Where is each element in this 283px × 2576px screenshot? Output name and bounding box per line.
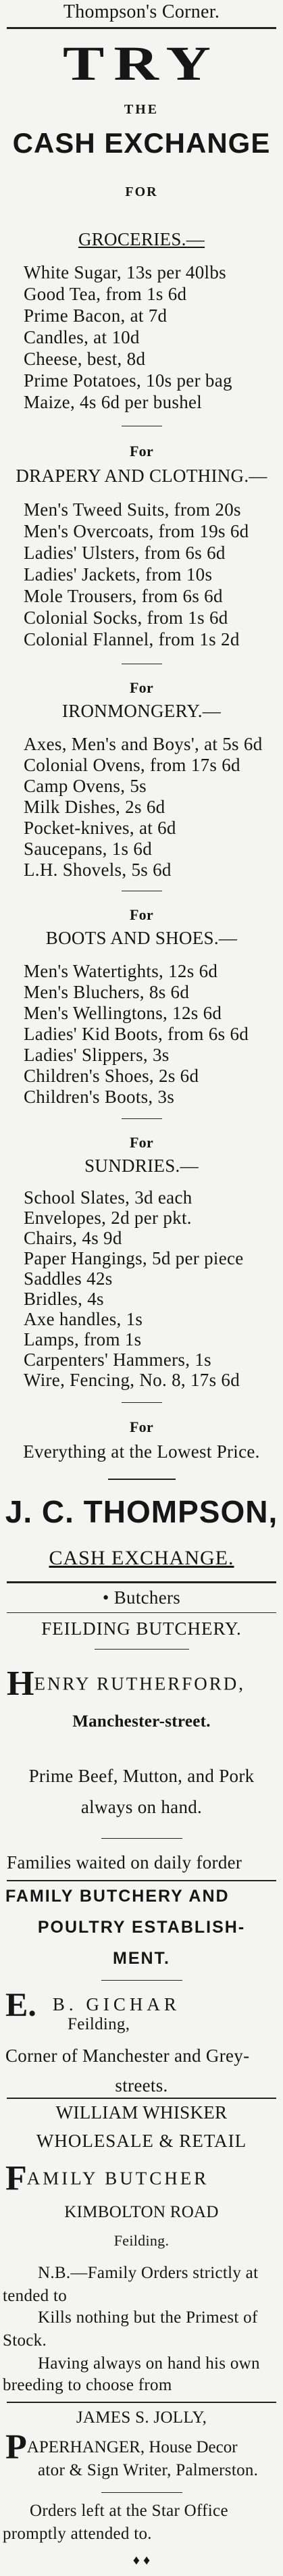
butchers-title-text: Butchers xyxy=(113,1587,181,1608)
ironmongery-list xyxy=(24,734,283,881)
whisker-headline-rest: AMILY BUTCHER xyxy=(26,2168,209,2189)
gichar-address2: streets. xyxy=(115,2075,168,2096)
jolly-orders1: Orders left at the Star Office xyxy=(30,2502,228,2520)
gichar-address1: Corner of Manchester and Grey- xyxy=(5,2046,250,2066)
separator xyxy=(122,1118,162,1119)
list-item: Maize, 4s 6d per bushel xyxy=(24,392,203,412)
ornament-mark: ♦ ♦ xyxy=(132,2553,151,2568)
whisker-note2: tended to xyxy=(3,2287,68,2305)
section-rule xyxy=(7,1880,276,1881)
list-item: Saddles 42s xyxy=(24,1268,113,1289)
whisker-name: WILLIAM WHISKER xyxy=(55,2102,228,2123)
boots-list xyxy=(24,961,283,1108)
section-rule xyxy=(7,2098,276,2099)
list-item: Ladies' Kid Boots, from 6s 6d xyxy=(24,1024,249,1044)
list-item: Children's Shoes, 2s 6d xyxy=(24,1066,199,1086)
boots-heading: BOOTS AND SHOES.— xyxy=(45,928,238,948)
sundries-list xyxy=(24,1187,283,1390)
business-name: CASH EXCHANGE. xyxy=(49,1547,234,1569)
list-item: White Sugar, 13s per 40lbs xyxy=(24,262,226,282)
list-item: Men's Tweed Suits, from 20s xyxy=(24,499,241,520)
list-item: Good Tea, from 1s 6d xyxy=(24,284,187,304)
list-item: Ladies' Slippers, 3s xyxy=(24,1045,170,1065)
rutherford-street: Manchester-street. xyxy=(72,1712,211,1731)
separator xyxy=(101,1980,182,1981)
drop-initial: P xyxy=(5,2428,27,2467)
jolly-line1-rest: APERHANGER, House Decor xyxy=(26,2438,238,2456)
list-item: Paper Hangings, 5d per piece xyxy=(24,1248,244,1268)
proprietor-name: J. C. THOMPSON, xyxy=(5,1494,278,1529)
for-label-6: For xyxy=(129,1418,154,1435)
list-item: Saucepans, 1s 6d xyxy=(24,839,153,859)
list-item: Ladies' Ulsters, from 6s 6d xyxy=(24,543,226,563)
drapery-list xyxy=(24,499,283,650)
header-rule xyxy=(7,27,276,29)
feilding-butchery-title: FEILDING BUTCHERY. xyxy=(41,1618,242,1639)
whisker-note5: Having always on hand his own xyxy=(38,2354,260,2373)
separator xyxy=(95,1649,189,1650)
list-item: Axe handles, 1s xyxy=(24,1309,143,1329)
rutherford-name xyxy=(7,1666,283,1702)
list-item: Men's Bluchers, 8s 6d xyxy=(24,982,190,1002)
gichar-title-line3: MENT. xyxy=(113,1949,170,1968)
separator xyxy=(101,2492,182,2493)
drop-initial: E. xyxy=(5,1985,36,2023)
try-headline xyxy=(0,31,283,96)
separator xyxy=(108,1479,176,1480)
try-headline-text: TRY xyxy=(62,36,220,91)
list-item: Chairs, 4s 9d xyxy=(24,1228,122,1248)
for-label-4: For xyxy=(129,906,154,923)
jolly-line2: ator & Sign Writer, Palmerston. xyxy=(38,2461,259,2479)
the-label: THE xyxy=(124,102,159,117)
list-item: Prime Bacon, at 7d xyxy=(24,305,168,326)
list-item: Candles, at 10d xyxy=(24,327,140,347)
section-rule xyxy=(7,1612,276,1613)
whisker-note1: N.B.—Family Orders strictly at xyxy=(38,2264,259,2282)
rutherford-line1: Prime Beef, Mutton, and Pork xyxy=(28,1766,255,1786)
column-header: Thompson's Corner. xyxy=(63,1,220,22)
whisker-note6: breeding to choose from xyxy=(3,2376,172,2394)
list-item: Ladies' Jackets, from 10s xyxy=(24,564,213,585)
gichar-town: Feilding, xyxy=(68,2015,130,2033)
list-item: Milk Dishes, 2s 6d xyxy=(24,797,165,817)
rutherford-name-rest: ENRY RUTHERFORD, xyxy=(34,1673,245,1694)
for-label-2: For xyxy=(129,443,154,460)
list-item: Men's Wellingtons, 12s 6d xyxy=(24,1003,222,1023)
separator xyxy=(101,1838,182,1839)
bullet: • xyxy=(102,1587,109,1608)
everything-line: Everything at the Lowest Price. xyxy=(23,1441,260,1462)
list-item: Bridles, 4s xyxy=(24,1289,104,1309)
for-label-1: FOR xyxy=(125,184,158,199)
list-item: Colonial Flannel, from 1s 2d xyxy=(24,629,240,649)
rutherford-line2: always on hand. xyxy=(80,1797,203,1817)
list-item: Prime Potatoes, 10s per bag xyxy=(24,370,232,391)
drop-initial: F xyxy=(5,2159,27,2198)
list-item: Carpenters' Hammers, 1s xyxy=(24,1349,211,1370)
whisker-note4: Stock. xyxy=(3,2331,47,2350)
ironmongery-heading: IRONMONGERY.— xyxy=(61,701,222,721)
list-item: Men's Watertights, 12s 6d xyxy=(24,961,218,981)
gichar-title-line1: FAMILY BUTCHERY AND xyxy=(5,1887,230,1906)
cash-exchange-title: CASH EXCHANGE xyxy=(12,127,271,159)
sundries-heading: SUNDRIES.— xyxy=(84,1156,199,1176)
gichar-title-line2: POULTRY ESTABLISH- xyxy=(37,1918,246,1937)
list-item: Lamps, from 1s xyxy=(24,1329,142,1349)
separator xyxy=(122,1402,162,1403)
gichar-name-rest: B. GICHAR xyxy=(52,1993,180,2014)
butchers-section-title xyxy=(0,1587,283,1608)
drapery-heading: DRAPERY AND CLOTHING.— xyxy=(16,466,267,486)
list-item: Wire, Fencing, No. 8, 17s 6d xyxy=(24,1370,240,1390)
list-item: Mole Trousers, from 6s 6d xyxy=(24,586,223,606)
jolly-name: JAMES S. JOLLY, xyxy=(76,2408,207,2427)
list-item: Men's Overcoats, from 19s 6d xyxy=(24,521,249,541)
groceries-list xyxy=(24,262,283,413)
section-rule xyxy=(7,2402,276,2403)
for-label-5: For xyxy=(129,1134,154,1151)
list-item: Children's Boots, 3s xyxy=(24,1087,175,1107)
list-item: Pocket-knives, at 6d xyxy=(24,818,176,838)
list-item: School Slates, 3d each xyxy=(24,1187,192,1208)
whisker-headline xyxy=(5,2161,283,2196)
whisker-trade: WHOLESALE & RETAIL xyxy=(36,2131,247,2151)
list-item: Axes, Men's and Boys', at 5s 6d xyxy=(24,734,263,754)
rutherford-families: Families waited on daily forder xyxy=(7,1852,242,1873)
list-item: Envelopes, 2d per pkt. xyxy=(24,1208,192,1228)
jolly-orders2: promptly attended to. xyxy=(3,2525,152,2543)
whisker-note3: Kills nothing but the Primest of xyxy=(38,2308,258,2327)
section-rule xyxy=(7,1581,276,1583)
whisker-road: KIMBOLTON ROAD xyxy=(64,2203,219,2221)
for-label-3: For xyxy=(129,679,154,696)
list-item: Colonial Socks, from 1s 6d xyxy=(24,608,228,628)
list-item: Colonial Ovens, from 17s 6d xyxy=(24,755,240,775)
list-item: Cheese, best, 8d xyxy=(24,349,146,369)
whisker-town: Feilding. xyxy=(113,2232,170,2249)
drop-initial: H xyxy=(7,1664,34,1703)
list-item: Camp Ovens, 5s xyxy=(24,776,147,796)
groceries-heading: GROCERIES.— xyxy=(78,229,205,249)
list-item: L.H. Shovels, 5s 6d xyxy=(24,860,172,880)
